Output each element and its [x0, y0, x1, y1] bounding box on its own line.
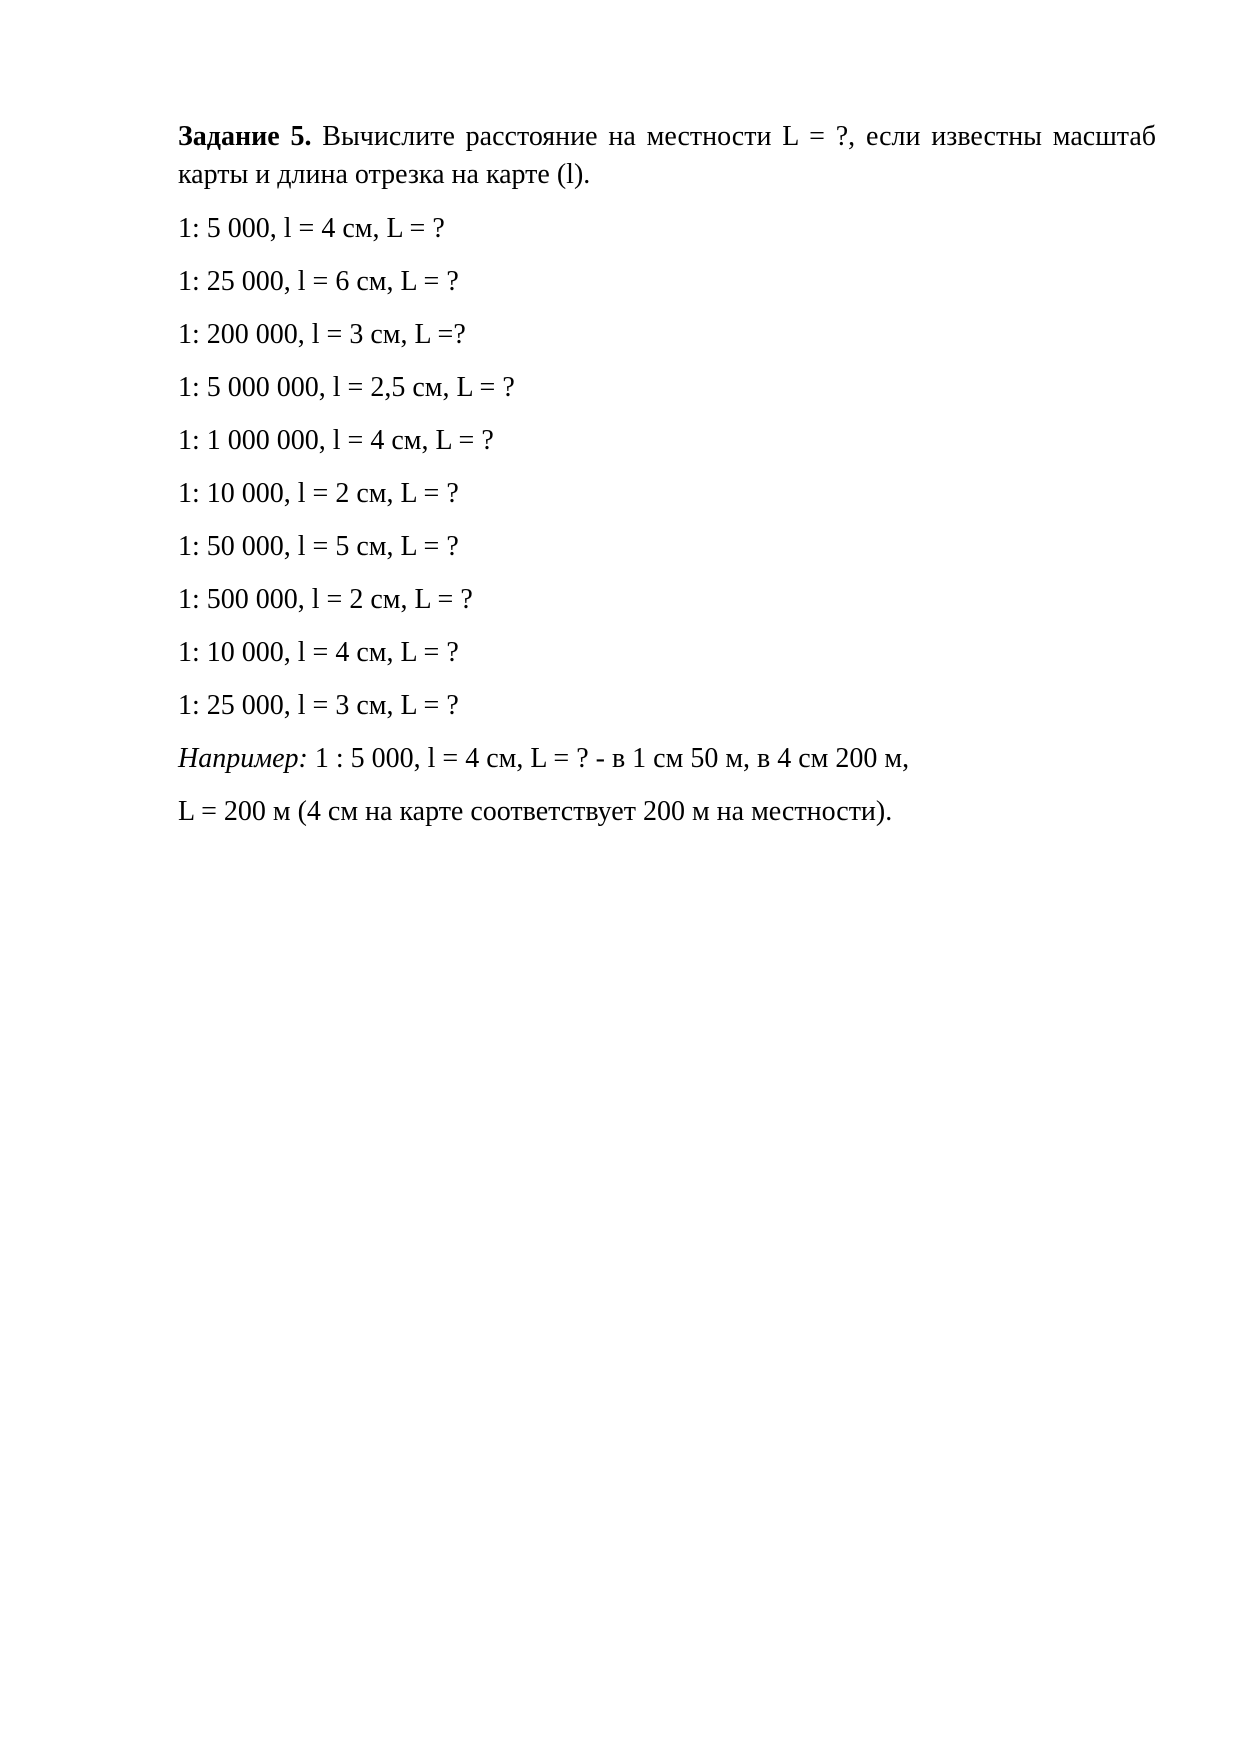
- problem-item: 1: 25 000, l = 3 см, L = ?: [178, 690, 459, 721]
- document-page: [178, 118, 1156, 846]
- example-label: Например:: [178, 743, 308, 774]
- problem-item: 1: 10 000, l = 2 см, L = ?: [178, 478, 459, 509]
- task-text: Вычислите расстояние на местности L = ?, если известны масштаб карты и длина отрезка на карте (l).: [178, 121, 1156, 190]
- problem-item: 1: 1 000 000, l = 4 см, L = ?: [178, 425, 494, 456]
- problem-item: 1: 5 000, l = 4 см, L = ?: [178, 213, 445, 244]
- task-heading: Задание 5.: [178, 121, 312, 152]
- task-statement: [178, 118, 1156, 194]
- example-text: 1 : 5 000, l = 4 см, L = ? - в 1 см 50 м, в 4 см 200 м,: [307, 743, 910, 774]
- problem-item: 1: 5 000 000, l = 2,5 см, L = ?: [178, 372, 515, 403]
- example-line: [178, 740, 1156, 793]
- problem-item: 1: 10 000, l = 4 см, L = ?: [178, 637, 459, 668]
- example-answer: L = 200 м (4 см на карте соответствует 200 м на местности).: [178, 796, 893, 827]
- problem-item: 1: 200 000, l = 3 см, L =?: [178, 319, 466, 350]
- problem-item: 1: 25 000, l = 6 см, L = ?: [178, 266, 459, 297]
- problem-item: 1: 500 000, l = 2 см, L = ?: [178, 584, 473, 615]
- problem-item: 1: 50 000, l = 5 см, L = ?: [178, 531, 459, 562]
